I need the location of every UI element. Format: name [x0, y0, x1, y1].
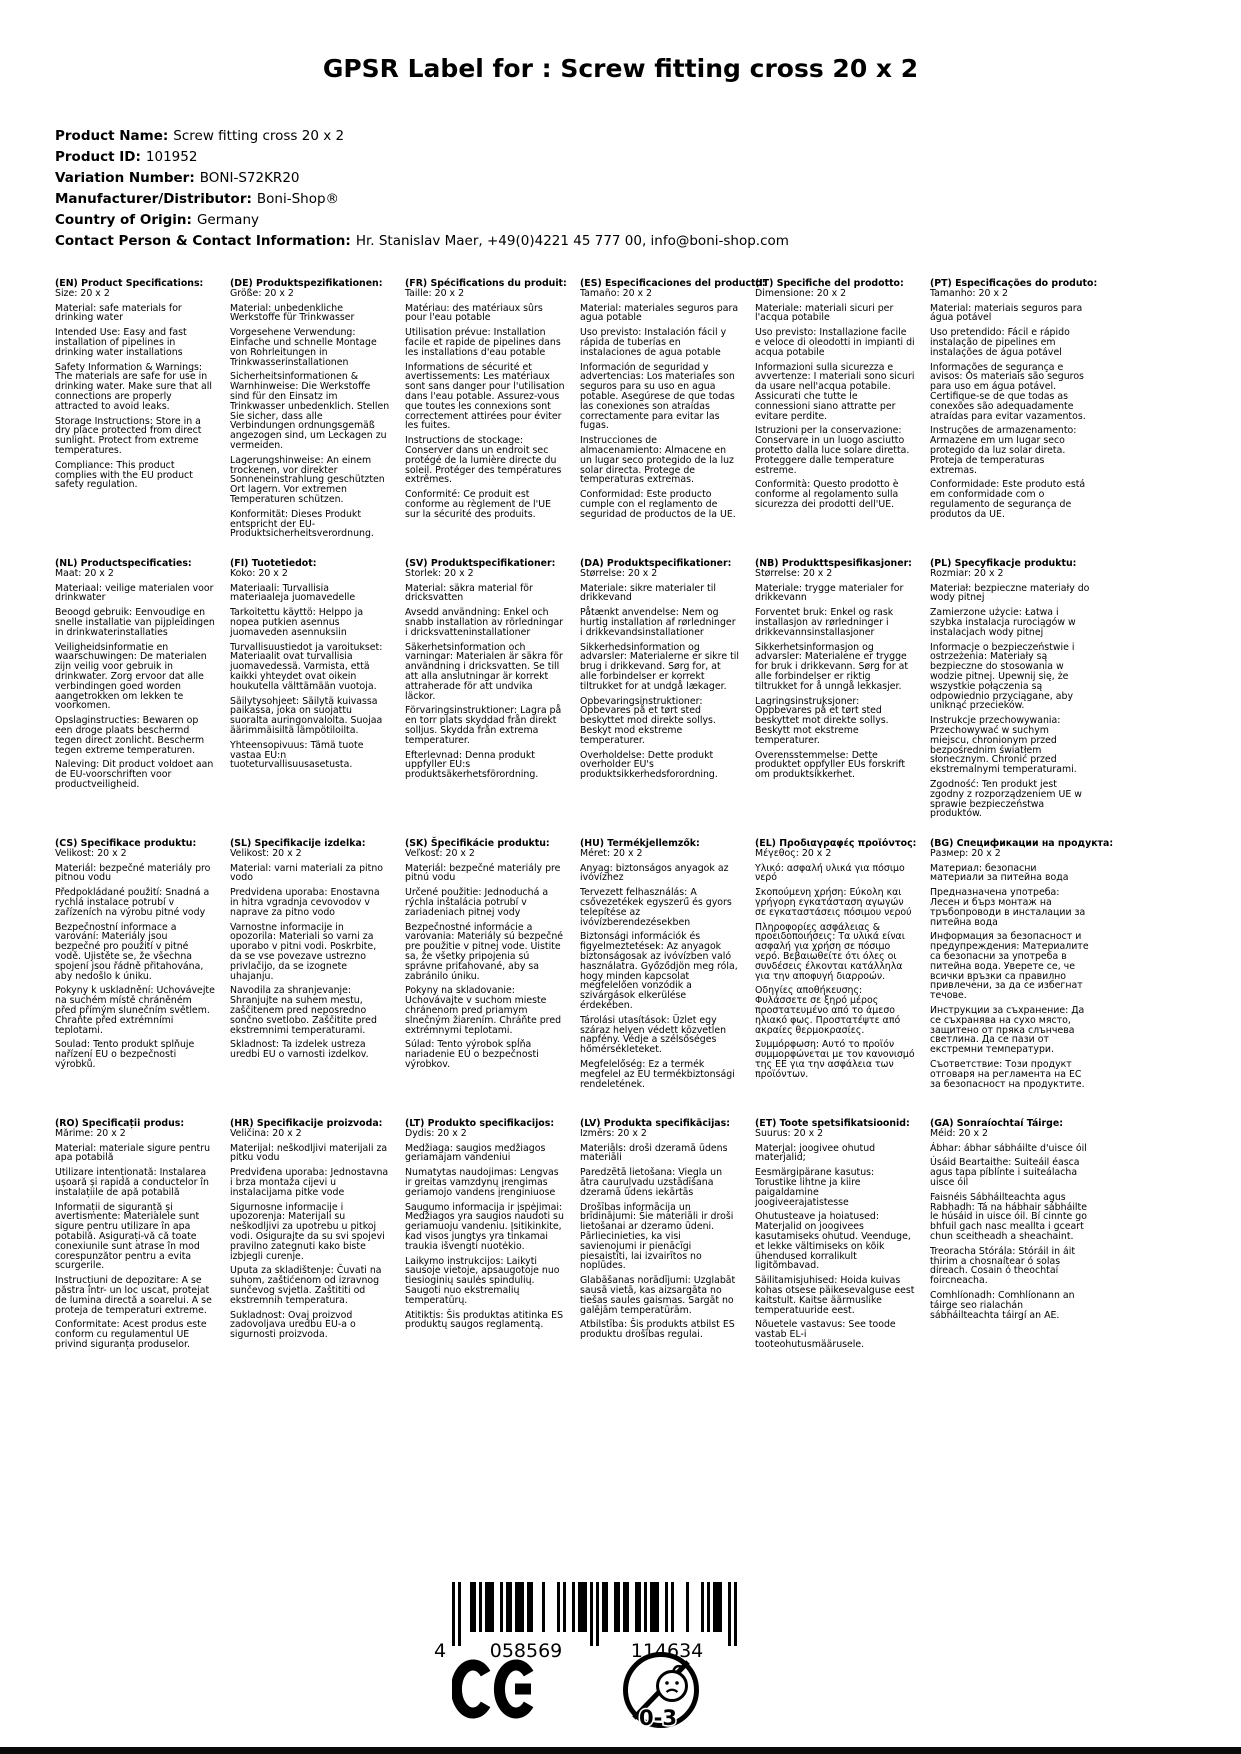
spec-paragraph: Informations de sécurité et avertissements: Les matériaux sont sans danger pour l'utilisation dans l'eau potable. Assurez-vous que toutes les connexions sont correctement attirées pour éviter les fuites. [405, 361, 565, 432]
spec-paragraph: Skladnost: Ta izdelek ustreza uredbi EU o varnosti izdelkov. [230, 1039, 369, 1061]
spec-paragraph: Συμμόρφωση: Αυτό το προϊόν συμμορφώνεται με τον κανονισμό της ΕΕ για την ασφάλεια των προϊόντων. [755, 1039, 915, 1080]
product-info-label: Manufacturer/Distributor: [55, 191, 252, 207]
lang-paragraphs [580, 289, 740, 520]
barcode-digits-right: 114634 [630, 1640, 704, 1662]
spec-paragraph: Forventet bruk: Enkel og rask installasjon av rørledninger i drikkevannsinstallasjoner [755, 607, 894, 638]
spec-paragraph: Størrelse: 20 x 2 [755, 567, 833, 579]
lang-heading: (RO) Specificații produs: [55, 1118, 185, 1129]
spec-paragraph: Materjal: joogivee ohutud materjalid; [755, 1142, 876, 1164]
spec-paragraph: Materijal: neškodljivi materijali za pitku vodu [230, 1142, 388, 1164]
lang-paragraphs [930, 849, 1090, 1090]
lang-heading: (SV) Produktspecifikationer: [405, 558, 556, 569]
spec-paragraph: Laikymo instrukcijos: Laikyti sausoje vietoje, apsaugotoje nuo tiesioginių saulės spindulių. Saugoti nuo ekstremalių temperatūrų. [405, 1255, 560, 1306]
lang-heading: (BG) Спецификации на продукта: [930, 838, 1114, 849]
spec-paragraph: Размер: 20 x 2 [930, 847, 1001, 859]
lang-block-el [755, 839, 915, 1119]
baby-face-icon [658, 1672, 687, 1701]
lang-heading: (FI) Tuotetiedot: [230, 558, 317, 569]
age-warning-0-3-icon [620, 1648, 702, 1732]
lang-heading: (CS) Specifikace produktu: [55, 838, 197, 849]
lang-paragraphs [580, 849, 740, 1090]
lang-paragraphs [405, 569, 565, 780]
spec-paragraph: Informații de siguranță și avertismente: Materialele sunt sigure pentru utilizare în apa potabilă. Asigurați-vă că toate conexiunile sunt atrase în mod corespunzător pentru a evita scurgerile. [55, 1201, 200, 1272]
spec-paragraph: Materiál: bezpečné materiály pro pitnou vodu [55, 862, 211, 884]
lang-block-es [580, 278, 766, 559]
spec-paragraph: Instruções de armazenamento: Armazene em um lugar seco protegido da luz solar direta. Proteja de temperaturas extremas. [930, 425, 1077, 476]
spec-paragraph: Informações de segurança e avisos: Os materiais são seguros para uso em água potável. Certifique-se de que todas as conexões são adequadamente atraídas para evitar vazamentos. [930, 361, 1086, 422]
spec-paragraph: Varnostne informacije in opozorila: Materiali so varni za uporabo v pitni vodi. Poskrbite, da se vse povezave ustrezno privlačijo, da se izognete uhajanju. [230, 921, 377, 982]
lang-paragraphs [755, 569, 915, 780]
spec-paragraph: Πληροφορίες ασφάλειας & προειδοποιήσεις: Τα υλικά είναι ασφαλή για χρήση σε πόσιμο νερό. Βεβαιωθείτε ότι όλες οι συνδέσεις έλκονται κατάλληλα για την αποφυγή διαρροών. [755, 921, 905, 982]
spec-paragraph: Conformidad: Este producto cumple con el reglamento de seguridad de productos de la UE. [580, 489, 736, 520]
spec-paragraph: Intended Use: Easy and fast installation of pipelines in drinking water installations [55, 327, 187, 358]
spec-paragraph: Инструкции за съхранение: Да се съхранява на сухо място, защитено от пряка слънчева светлина. Да се пази от екстремни температури. [930, 1004, 1085, 1056]
product-info-value: Boni-Shop® [256, 191, 340, 207]
spec-paragraph: Conformità: Questo prodotto è conforme al regolamento sulla sicurezza dei prodotti dell'UE. [755, 479, 899, 510]
spec-paragraph: Υλικό: ασφαλή υλικά για πόσιμο νερό [755, 862, 905, 884]
spec-paragraph: Storage Instructions: Store in a dry place protected from direct sunlight. Protect from extreme temperatures. [55, 415, 202, 456]
spec-paragraph: Material: unbedenkliche Werkstoffe für Trinkwasser [230, 302, 355, 324]
spec-paragraph: Materiale: materiali sicuri per l'acqua potabile [755, 302, 894, 324]
spec-paragraph: Naleving: Dit product voldoet aan de EU-voorschriften voor productveiligheid. [55, 759, 214, 790]
spec-paragraph: Materiaal: veilige materialen voor drinkwater [55, 582, 214, 604]
spec-paragraph: Uso previsto: Installazione facile e veloce di oleodotti in impianti di acqua potabile [755, 327, 915, 358]
spec-paragraph: Съответствие: Този продукт отговаря на регламента на ЕС за безопасност на продуктите. [930, 1058, 1085, 1090]
spec-paragraph: Sikkerhetsinformasjon og advarsler: Materialene er trygge for bruk i drikkevann. Sørg for at alle forbindelser er riktig tiltrukket for å unngå lekkasjer. [755, 641, 909, 692]
lang-block-sv [405, 559, 565, 839]
spec-paragraph: Instrucciones de almacenamiento: Almacene en un lugar seco protegido de la luz solar directa. Protege de temperaturas extremas. [580, 435, 734, 486]
lang-paragraphs [580, 1129, 740, 1340]
lang-block-it [755, 279, 915, 559]
spec-paragraph: Turvallisuustiedot ja varoitukset: Materiaalit ovat turvallisia juomavedessä. Varmista, että kaikki yhteydet ovat oikein houkutella välttämään vuotoja. [230, 641, 383, 692]
ce-mark-icon [452, 1658, 537, 1720]
lang-paragraphs [230, 849, 390, 1060]
lang-heading: (FR) Spécifications du produit: [405, 278, 567, 289]
spec-paragraph: Materiale: trygge materialer for drikkevann [755, 582, 904, 604]
spec-paragraph: Material: safe materials for drinking water [55, 302, 182, 324]
spec-paragraph: Bezpečnostné informácie a varovania: Materiály sú bezpečné pre použitie v pitnej vode. Uistite sa, že všetky pripojenia sú správne priťahované, aby sa zabránilo úniku. [405, 921, 564, 982]
lang-block-sl [230, 839, 390, 1119]
spec-paragraph: Материал: безопасни материали за питейна вода [930, 862, 1069, 884]
lang-paragraphs [55, 569, 215, 790]
lang-block-de [230, 279, 390, 559]
lang-paragraphs [55, 289, 215, 490]
barcode-digits-left: 058569 [489, 1640, 563, 1662]
spec-paragraph: Instrukcje przechowywania: Przechowywać w suchym miejscu, chronionym przed bezpośrednim światłem słonecznym. Chronić przed ekstremalnymi temperaturami. [930, 715, 1077, 776]
spec-paragraph: Sikkerhedsinformation og advarsler: Materialerne er sikre til brug i drikkevand. Sørg for, at alle forbindelser er korrekt tiltrukket for at undgå lækager. [580, 641, 739, 692]
spec-paragraph: Méid: 20 x 2 [930, 1127, 988, 1139]
spec-paragraph: Informacje o bezpieczeństwie i ostrzeżenia: Materiały są bezpieczne do stosowania w wodzie pitnej. Upewnij się, że wszystkie połączenia są odpowiednio przyciągane, aby uniknąć przecieków. [930, 641, 1075, 712]
lang-block-ro [55, 1119, 215, 1399]
spec-paragraph: Material: materiales seguros para agua potable [580, 302, 739, 324]
product-info-value: Hr. Stanislav Maer, +49(0)4221 45 777 00, info@boni-shop.com [355, 233, 789, 249]
spec-paragraph: Säilytysohjeet: Säilytä kuivassa paikassa, joka on suojattu suoralta auringonvalolta. Suojaa äärimmäisiltä lämpötiloilta. [230, 695, 383, 736]
lang-paragraphs [930, 289, 1090, 520]
spec-paragraph: Konformität: Dieses Produkt entspricht der EU-Produktsicherheitsverordnung. [230, 508, 374, 540]
product-info-label: Product Name: [55, 128, 169, 144]
spec-paragraph: Informazioni sulla sicurezza e avvertenze: I materiali sono sicuri da usare nell'acqua potabile. Assicurati che tutte le connessioni siano attratte per evitare perdite. [755, 361, 915, 422]
age-warning-text: 0-3 [639, 1706, 677, 1730]
spec-paragraph: Förvaringsinstruktioner: Lagra på en torr plats skyddad från direkt solljus. Skydda från extrema temperaturer. [405, 705, 562, 746]
spec-paragraph: Bezpečnostní informace a varování: Materiály jsou bezpečné pro použití v pitné vodě. Ujistěte se, že všechna spojení jsou řádně přitahována, aby nedošlo k úniku. [55, 921, 204, 982]
spec-paragraph: Sukladnost: Ovaj proizvod zadovoljava uredbu EU-a o sigurnosti proizvoda. [230, 1309, 356, 1341]
spec-paragraph: Comhlíonadh: Comhlíonann an táirge seo rialachán sábháilteachta táirgí an AE. [930, 1289, 1075, 1321]
spec-paragraph: Eesmärgipärane kasutus: Torustike lihtne ja kiire paigaldamine joogiveerajatistesse [755, 1167, 875, 1208]
product-info-row [55, 168, 789, 189]
spec-paragraph: Lagerungshinweise: An einem trockenen, vor direkter Sonneneinstrahlung geschützten Ort lagern. Vor extremen Temperaturen schützen. [230, 454, 385, 505]
lang-heading: (IT) Specifiche del prodotto: [755, 278, 904, 289]
lang-block-da [580, 559, 740, 839]
lang-paragraphs [55, 1129, 215, 1350]
lang-paragraphs [930, 569, 1090, 819]
lang-paragraphs [405, 849, 565, 1070]
lang-block-fr [405, 279, 565, 559]
spec-paragraph: Soulad: Tento produkt splňuje nařízení EU o bezpečnosti výrobků. [55, 1039, 195, 1070]
spec-paragraph: Atitiktis: Šis produktas atitinka ES produktų saugos reglamentą. [405, 1309, 564, 1331]
product-info-value: Germany [196, 212, 259, 228]
lang-block-nb [755, 559, 915, 839]
product-info-label: Country of Origin: [55, 212, 192, 228]
spec-paragraph: Mărime: 20 x 2 [55, 1127, 126, 1139]
spec-paragraph: Pokyny k uskladnění: Uchovávejte na suchém místě chráněném před přímým slunečním světlem. Chraňte před extrémními teplotami. [55, 985, 215, 1036]
spec-paragraph: Izmērs: 20 x 2 [580, 1127, 647, 1139]
lang-paragraphs [755, 289, 915, 510]
spec-paragraph: Material: säkra material för dricksvatten [405, 582, 533, 604]
lang-paragraphs [930, 1129, 1090, 1321]
spec-paragraph: Určené použitie: Jednoduchá a rýchla inštalácia potrubí v zariadeniach pitnej vody [405, 887, 549, 918]
spec-paragraph: Predviđena uporaba: Jednostavna i brza montaža cijevi u instalacijama pitke vode [230, 1167, 389, 1198]
spec-paragraph: Veľkosť: 20 x 2 [405, 847, 475, 859]
spec-paragraph: Dydis: 20 x 2 [405, 1127, 467, 1139]
bottom-bar [0, 1747, 1241, 1754]
spec-paragraph: Vorgesehene Verwendung: Einfache und schnelle Montage von Rohrleitungen in Trinkwasserinstallationen [230, 327, 377, 368]
page-title: GPSR Label for : Screw fitting cross 20 x 2 [322, 54, 919, 83]
lang-heading: (EN) Product Specifications: [55, 278, 204, 289]
lang-block-nl [55, 559, 215, 839]
spec-paragraph: Tervezett felhasználás: A csővezetékek egyszerű és gyors telepítése az ivóvízberendezésekben [580, 887, 732, 928]
spec-paragraph: Säkerhetsinformation och varningar: Materialen är säkra för användning i dricksvatten. Se till att alla anslutningar är korrekt attraherade för att undvika läckor. [405, 641, 563, 702]
product-info-value: BONI-S72KR20 [199, 170, 300, 186]
spec-paragraph: Ohutusteave ja hoiatused: Materjalid on joogivees kasutamiseks ohutud. Veenduge, et lekke vältimiseks on kõik ühendused korralikult ligitõmbavad. [755, 1211, 911, 1272]
spec-paragraph: Информация за безопасност и предупреждения: Материалите са безопасни за употреба в питейна вода. Уверете се, че всички връзки са правилно привлечени, за да се избегнат течове. [930, 931, 1089, 1002]
spec-paragraph: Conformidade: Este produto está em conformidade com o regulamento de segurança de produtos da UE. [930, 479, 1086, 520]
lang-paragraphs [230, 569, 390, 770]
spec-paragraph: Οδηγίες αποθήκευσης: Φυλάσσετε σε ξηρό μέρος προστατευμένο από το άμεσο ηλιακό φως. Προστατέψτε από ακραίες θερμοκρασίες. [755, 985, 901, 1036]
spec-paragraph: Sicherheitsinformationen & Warnhinweise: Die Werkstoffe sind für den Einsatz im Trinkwasser unbedenklich. Stellen Sie sicher, dass alle Verbindungen ordnungsgemäß angezogen sind, um Leckagen zu vermeiden. [230, 371, 390, 451]
product-info-row [55, 210, 789, 231]
spec-paragraph: Rozmiar: 20 x 2 [930, 567, 1004, 579]
spec-paragraph: Uso previsto: Instalación fácil y rápida de tuberías en instalaciones de agua potable [580, 327, 727, 358]
spec-paragraph: Navodila za shranjevanje: Shranjujte na suhem mestu, zaščitenem pred neposredno sončno svetlobo. Zaščitite pred ekstremnimi temperaturami. [230, 985, 377, 1036]
lang-heading: (PL) Specyfikacje produktu: [930, 558, 1077, 569]
spec-paragraph: Dimensione: 20 x 2 [755, 287, 847, 299]
spec-paragraph: Maat: 20 x 2 [55, 567, 114, 579]
lang-block-lt [405, 1119, 565, 1399]
lang-block-pl [930, 559, 1090, 839]
spec-paragraph: Megfelelőség: Ez a termék megfelel az EU termékbiztonsági rendeletének. [580, 1058, 735, 1090]
lang-heading: (DE) Produktspezifikationen: [230, 278, 383, 289]
spec-paragraph: Anyag: biztonságos anyagok az ivóvízhez [580, 862, 729, 884]
spec-paragraph: Tamaño: 20 x 2 [580, 287, 653, 299]
spec-paragraph: Overholdelse: Dette produkt overholder EU's produktsikkerhedsforordning. [580, 749, 718, 781]
lang-block-hr [230, 1119, 390, 1399]
spec-paragraph: Ábhar: ábhar sábháilte d'uisce óil [930, 1142, 1087, 1154]
spec-paragraph: Σκοπούμενη χρήση: Εύκολη και γρήγορη εγκατάσταση αγωγών σε εγκαταστάσεις πόσιμου νερού [755, 887, 912, 918]
spec-paragraph: Velikost: 20 x 2 [230, 847, 302, 859]
spec-paragraph: Tárolási utasítások: Üzlet egy száraz helyen védett közvetlen napfény. Védje a szélsőséges hőmérsékleteket. [580, 1014, 727, 1056]
spec-paragraph: Sigurnosne informacije i upozorenja: Materijali su neškodljivi za upotrebu u pitkoj vodi. Osigurajte da su svi spojevi pravilno zategnuti kako biste izbjegli curenje. [230, 1201, 385, 1262]
spec-paragraph: Koko: 20 x 2 [230, 567, 288, 579]
lang-heading: (DA) Produktspecifikationer: [580, 558, 732, 569]
spec-paragraph: Saugumo informacija ir įspėjimai: Medžiagos yra saugios naudoti su geriamuoju vandeniu. Įsitikinkite, kad visos jungtys yra tinkamai traukia išvengti nuotėkio. [405, 1201, 564, 1252]
spec-paragraph: Material: materiale sigure pentru apa potabilă [55, 1142, 211, 1164]
spec-paragraph: Предназначена употреба: Лесен и бърз монтаж на тръбопроводи в инсталации за питейна вода [930, 887, 1086, 928]
spec-paragraph: Numatytas naudojimas: Lengvas ir greitas vamzdynų įrengimas geriamojo vandens įrenginiuose [405, 1167, 559, 1198]
lang-paragraphs [405, 1129, 565, 1330]
spec-paragraph: Lagringsinstruksjoner: Oppbevares på et tørt sted beskyttet mot direkte sollys. Beskytt mot ekstreme temperaturer. [755, 695, 889, 746]
spec-paragraph: Drošības informācija un brīdinājumi: Šie materiāli ir droši lietošanai ar dzeramo ūdeni. Pārliecinieties, ka visi savienojumi ir pienācīgi piesaistīti, lai izvairītos no noplūdes. [580, 1201, 734, 1272]
lang-heading: (LT) Produkto specifikacijos: [405, 1118, 555, 1129]
spec-paragraph: Beoogd gebruik: Eenvoudige en snelle installatie van pijpleidingen in drinkwaterinstallaties [55, 607, 215, 638]
spec-paragraph: Safety Information & Warnings: The materials are safe for use in drinking water. Make sure that all connections are properly attracted to avoid leaks. [55, 361, 212, 412]
lang-heading: (HR) Specifikacije proizvoda: [230, 1118, 383, 1129]
lang-paragraphs [405, 289, 565, 520]
spec-paragraph: Información de seguridad y advertencias: Los materiales son seguros para su uso en agua potable. Asegúrese de que todas las conexiones son atraídas correctamente para evitar las fugas. [580, 361, 735, 432]
lang-block-hu [580, 839, 740, 1119]
barcode-bars [452, 1582, 737, 1646]
spec-paragraph: Úsáid Beartaithe: Suiteáil éasca agus tapa píblínte i suiteálacha uisce óil [930, 1157, 1080, 1188]
spec-paragraph: Biztonsági információk és figyelmeztetések: Az anyagok biztonságosak az ivóvízben való használatra. Győződjön meg róla, hogy minden kapcsolat megfelelően vonzódik a szivárgások elkerülése érdekében. [580, 931, 738, 1011]
spec-paragraph: Yhteensopivuus: Tämä tuote vastaa EU:n tuoteturvallisuusasetusta. [230, 739, 364, 771]
spec-paragraph: Avsedd användning: Enkel och snabb installation av rörledningar i dricksvatteninstallationer [405, 607, 564, 638]
lang-block-fi [230, 559, 390, 839]
lang-heading: (ET) Toote spetsifikatsioonid: [755, 1118, 910, 1129]
barcode-digit-first: 4 [433, 1640, 447, 1662]
spec-paragraph: Faisnéis Sábháilteachta agus Rabhadh: Tá na hábhair sábháilte le húsáid in uisce óil. Bí cinnte go bhfuil gach nasc meallta i gceart chun sceitheadh a sheachaint. [930, 1191, 1087, 1242]
spec-paragraph: Material: varni materiali za pitno vodo [230, 862, 384, 884]
lang-block-bg [930, 838, 1114, 1119]
spec-paragraph: Größe: 20 x 2 [230, 287, 294, 299]
spec-paragraph: Materiál: bezpečné materiály pre pitnú vodu [405, 862, 561, 884]
lang-heading: (NL) Productspecificaties: [55, 558, 192, 569]
product-info-label: Product ID: [55, 149, 141, 165]
lang-block-et [755, 1119, 915, 1399]
spec-paragraph: Matériau: des matériaux sûrs pour l'eau potable [405, 302, 543, 324]
spec-paragraph: Treoracha Stórála: Stóráil in áit thirim a chosnaítear ó solas díreach. Cosain ó theochtaí foircneacha. [930, 1245, 1076, 1287]
spec-paragraph: Zgodność: Ten produkt jest zgodny z rozporządzeniem UE w sprawie bezpieczeństwa produktów. [930, 778, 1082, 820]
spec-paragraph: Opslaginstructies: Bewaren op een droge plaats beschermd tegen direct zonlicht. Bescherm tegen extreme temperaturen. [55, 715, 205, 756]
language-grid [55, 278, 1114, 1399]
spec-paragraph: Nõuetele vastavus: See toode vastab EL-i tooteohutusmäärusele. [755, 1319, 896, 1350]
spec-paragraph: Tarkoitettu käyttö: Helppo ja nopea putkien asennus juomaveden asennuksiin [230, 607, 364, 638]
lang-heading: (EL) Προδιαγραφές προϊόντος: [755, 838, 917, 849]
spec-paragraph: Uso pretendido: Fácil e rápido instalação de pipelines em instalações de água potável [930, 327, 1070, 358]
lang-block-cs [55, 839, 215, 1119]
product-info-row [55, 147, 789, 168]
lang-paragraphs [755, 1129, 915, 1350]
spec-paragraph: Taille: 20 x 2 [405, 287, 465, 299]
lang-heading: (HU) Termékjellemzők: [580, 838, 700, 849]
spec-paragraph: Suurus: 20 x 2 [755, 1127, 824, 1139]
spec-paragraph: Overensstemmelse: Dette produktet oppfyller EUs forskrift om produktsikkerhet. [755, 749, 906, 781]
lang-block-pt [930, 278, 1098, 559]
spec-paragraph: Conformité: Ce produit est conforme au règlement de l'UE sur la sécurité des produits. [405, 489, 552, 520]
spec-paragraph: Efterlevnad: Denna produkt uppfyller EU:s produktsäkerhetsförordning. [405, 749, 539, 781]
product-info-row [55, 189, 789, 210]
product-info-label: Variation Number: [55, 170, 195, 186]
lang-block-ga [930, 1119, 1090, 1399]
spec-paragraph: Glabāšanas norādījumi: Uzglabāt sausā vietā, kas aizsargāta no tiešas saules gaismas. Sargāt no galējām temperatūrām. [580, 1275, 736, 1316]
lang-block-lv [580, 1119, 740, 1399]
spec-paragraph: Předpokládané použití: Snadná a rychlá instalace potrubí v zařízeních na výrobu pitné vody [55, 887, 210, 918]
spec-paragraph: Atbilstība: Šis produkts atbilst ES produktu drošības regulai. [580, 1319, 735, 1341]
spec-paragraph: Säilitamisjuhised: Hoida kuivas kohas otsese päikesevalguse eest kaitstult. Kaitse äärmuslike temperatuuride eest. [755, 1275, 915, 1316]
spec-paragraph: Tamanho: 20 x 2 [930, 287, 1008, 299]
spec-paragraph: Material: materiais seguros para água potável [930, 302, 1083, 324]
lang-paragraphs [55, 849, 215, 1070]
spec-paragraph: Størrelse: 20 x 2 [580, 567, 658, 579]
spec-paragraph: Méret: 20 x 2 [580, 847, 643, 859]
spec-paragraph: Utilisation prévue: Installation facile et rapide de pipelines dans les installations d'eau potable [405, 327, 561, 358]
spec-paragraph: Súlad: Tento výrobok spĺňa nariadenie EÚ o bezpečnosti výrobkov. [405, 1039, 539, 1070]
product-info [55, 126, 789, 252]
lang-paragraphs [580, 569, 740, 780]
product-info-value: 101952 [145, 149, 198, 165]
spec-paragraph: Utilizare intenționată: Instalarea ușoară și rapidă a conductelor în instalațiile de apă potabilă [55, 1167, 209, 1198]
lang-paragraphs [755, 849, 915, 1080]
spec-paragraph: Predvidena uporaba: Enostavna in hitra vgradnja cevovodov v naprave za pitno vodo [230, 887, 380, 918]
lang-paragraphs [230, 289, 390, 539]
spec-paragraph: Opbevaringsinstruktioner: Opbevares på et tørt sted beskyttet mod direkte sollys. Beskyt mod ekstreme temperaturer. [580, 695, 716, 746]
spec-paragraph: Istruzioni per la conservazione: Conservare in un luogo asciutto protetto dalla luce solare diretta. Proteggere dalle temperature estreme. [755, 425, 910, 476]
spec-paragraph: Μέγεθος: 20 x 2 [755, 847, 832, 859]
product-info-row [55, 231, 789, 252]
spec-paragraph: Materiał: bezpieczne materiały do wody pitnej [930, 582, 1090, 604]
spec-paragraph: Storlek: 20 x 2 [405, 567, 474, 579]
spec-paragraph: Zamierzone użycie: Łatwa i szybka instalacja rurociągów w instalacjach wody pitnej [930, 607, 1076, 638]
spec-paragraph: Medžiaga: saugios medžiagos geriamajam vandeniui [405, 1142, 546, 1164]
spec-paragraph: Instructions de stockage: Conserver dans un endroit sec protégé de la lumière directe du soleil. Protéger des températures extrêmes. [405, 435, 562, 486]
spec-paragraph: Materiale: sikre materialer til drikkevand [580, 582, 716, 604]
spec-paragraph: Uputa za skladištenje: Čuvati na suhom, zaštićenom od izravnog sunčevog svjetla. Zaštititi od ekstremnih temperatura. [230, 1265, 382, 1306]
spec-paragraph: Conformitate: Acest produs este conform cu regulamentul UE privind siguranța produselor. [55, 1319, 207, 1350]
spec-paragraph: Size: 20 x 2 [55, 287, 110, 299]
spec-paragraph: Velikost: 20 x 2 [55, 847, 127, 859]
lang-heading: (SL) Specifikacije izdelka: [230, 838, 366, 849]
spec-paragraph: Instrucțiuni de depozitare: A se păstra într- un loc uscat, protejat de lumina directă a soarelui. A se proteja de temperaturi extreme. [55, 1275, 212, 1316]
product-info-value: Screw fitting cross 20 x 2 [173, 128, 345, 144]
spec-paragraph: Pokyny na skladovanie: Uchovávajte v suchom mieste chránenom pred priamym slnečným žiarením. Chráňte pred extrémnymi teplotami. [405, 985, 562, 1036]
product-info-label: Contact Person & Contact Information: [55, 233, 351, 249]
spec-paragraph: Materiaali: Turvallisia materiaaleja juomavedelle [230, 582, 356, 604]
spec-paragraph: Veličina: 20 x 2 [230, 1127, 302, 1139]
lang-heading: (ES) Especificaciones del producto: [580, 278, 766, 289]
spec-paragraph: Materiāls: droši dzeramā ūdens materiāli [580, 1142, 728, 1164]
spec-paragraph: Compliance: This product complies with the EU product safety regulation. [55, 459, 193, 491]
spec-paragraph: Veiligheidsinformatie en waarschuwingen: De materialen zijn veilig voor gebruik in drinkwater. Zorg ervoor dat alle verbindingen goed worden aangetrokken om lekken te voorkomen. [55, 641, 207, 712]
spec-paragraph: Påtænkt anvendelse: Nem og hurtig installation af rørledninger i drikkevandsinstallationer [580, 607, 736, 638]
product-info-row [55, 126, 789, 147]
lang-heading: (NB) Produkttspesifikasjoner: [755, 558, 912, 569]
lang-heading: (SK) Špecifikácie produktu: [405, 838, 550, 849]
spec-paragraph: Paredzētā lietošana: Viegla un ātra cauruļvadu uzstādīšana dzeramā ūdens iekārtās [580, 1167, 723, 1198]
lang-paragraphs [230, 1129, 390, 1340]
lang-heading: (GA) Sonraíochtaí Táirge: [930, 1118, 1063, 1129]
lang-heading: (PT) Especificações do produto: [930, 278, 1098, 289]
lang-block-sk [405, 839, 565, 1119]
lang-block-en [55, 279, 215, 559]
lang-heading: (LV) Produkta specifikācijas: [580, 1118, 730, 1129]
